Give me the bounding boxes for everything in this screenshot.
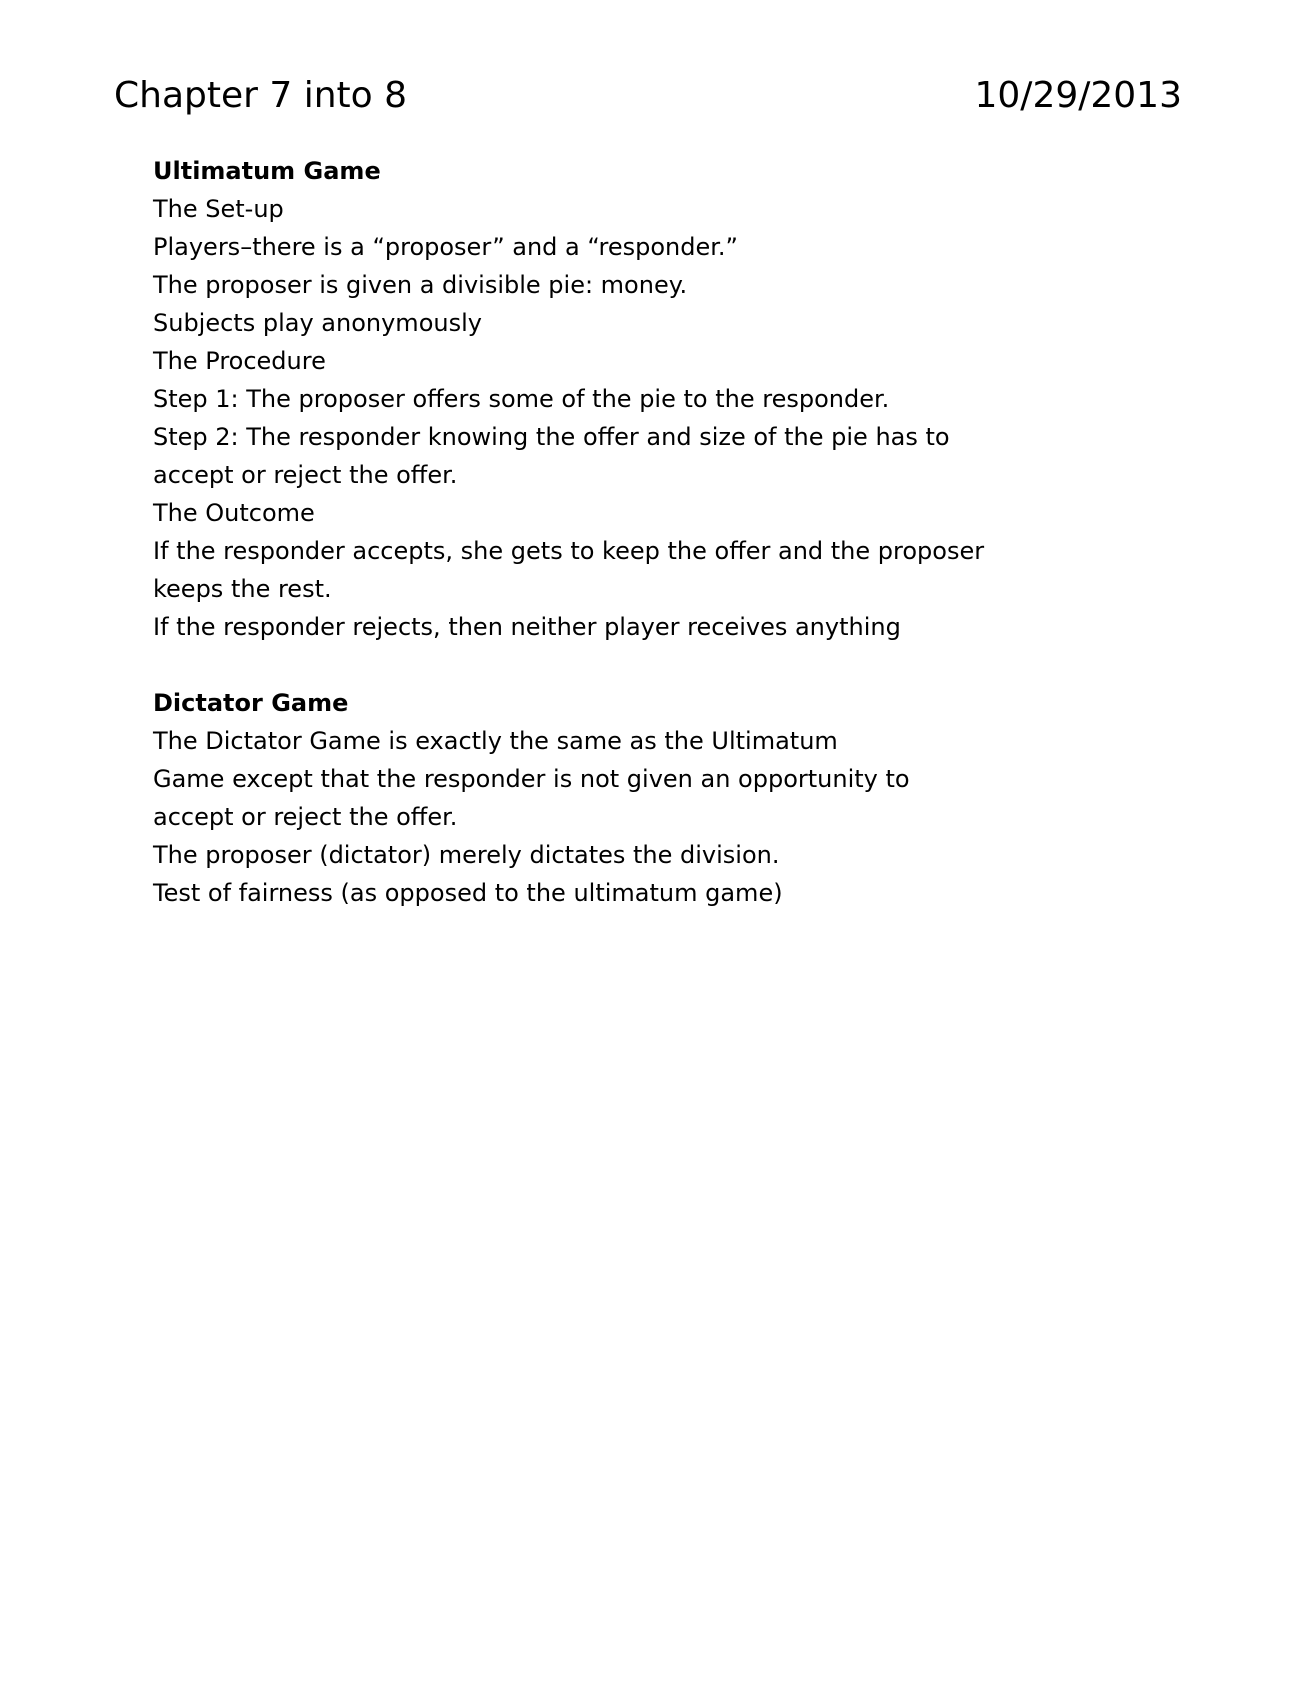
text-line: If the responder rejects, then neither player receives anything	[153, 613, 901, 641]
text-line: The Dictator Game is exactly the same as the Ultimatum	[153, 727, 838, 755]
text-line: The Set-up	[153, 195, 284, 223]
text-line: keeps the rest.	[153, 575, 332, 603]
section-heading: Ultimatum Game	[153, 157, 381, 185]
text-line: accept or reject the offer.	[153, 803, 458, 831]
text-line: Test of fairness (as opposed to the ultimatum game)	[153, 879, 783, 907]
text-line: Game except that the responder is not given an opportunity to	[153, 765, 910, 793]
text-line: The proposer (dictator) merely dictates the division.	[153, 841, 780, 869]
section-dictator-game	[153, 684, 1113, 912]
section-spacer	[153, 646, 1113, 684]
notes-body	[153, 152, 1113, 912]
text-line: The Outcome	[153, 499, 315, 527]
text-line: If the responder accepts, she gets to keep the offer and the proposer	[153, 537, 985, 565]
section-ultimatum-game	[153, 152, 1113, 646]
text-line: Step 2: The responder knowing the offer and size of the pie has to	[153, 423, 950, 451]
text-line: The proposer is given a divisible pie: money.	[153, 271, 688, 299]
text-line: Step 1: The proposer offers some of the pie to the responder.	[153, 385, 890, 413]
text-line: Subjects play anonymously	[153, 309, 482, 337]
page-title: Chapter 7 into 8	[114, 75, 408, 116]
text-line: Players–there is a “proposer” and a “responder.”	[153, 233, 738, 261]
text-line: accept or reject the offer.	[153, 461, 458, 489]
text-line: The Procedure	[153, 347, 326, 375]
section-heading: Dictator Game	[153, 689, 349, 717]
page-date: 10/29/2013	[974, 75, 1182, 116]
